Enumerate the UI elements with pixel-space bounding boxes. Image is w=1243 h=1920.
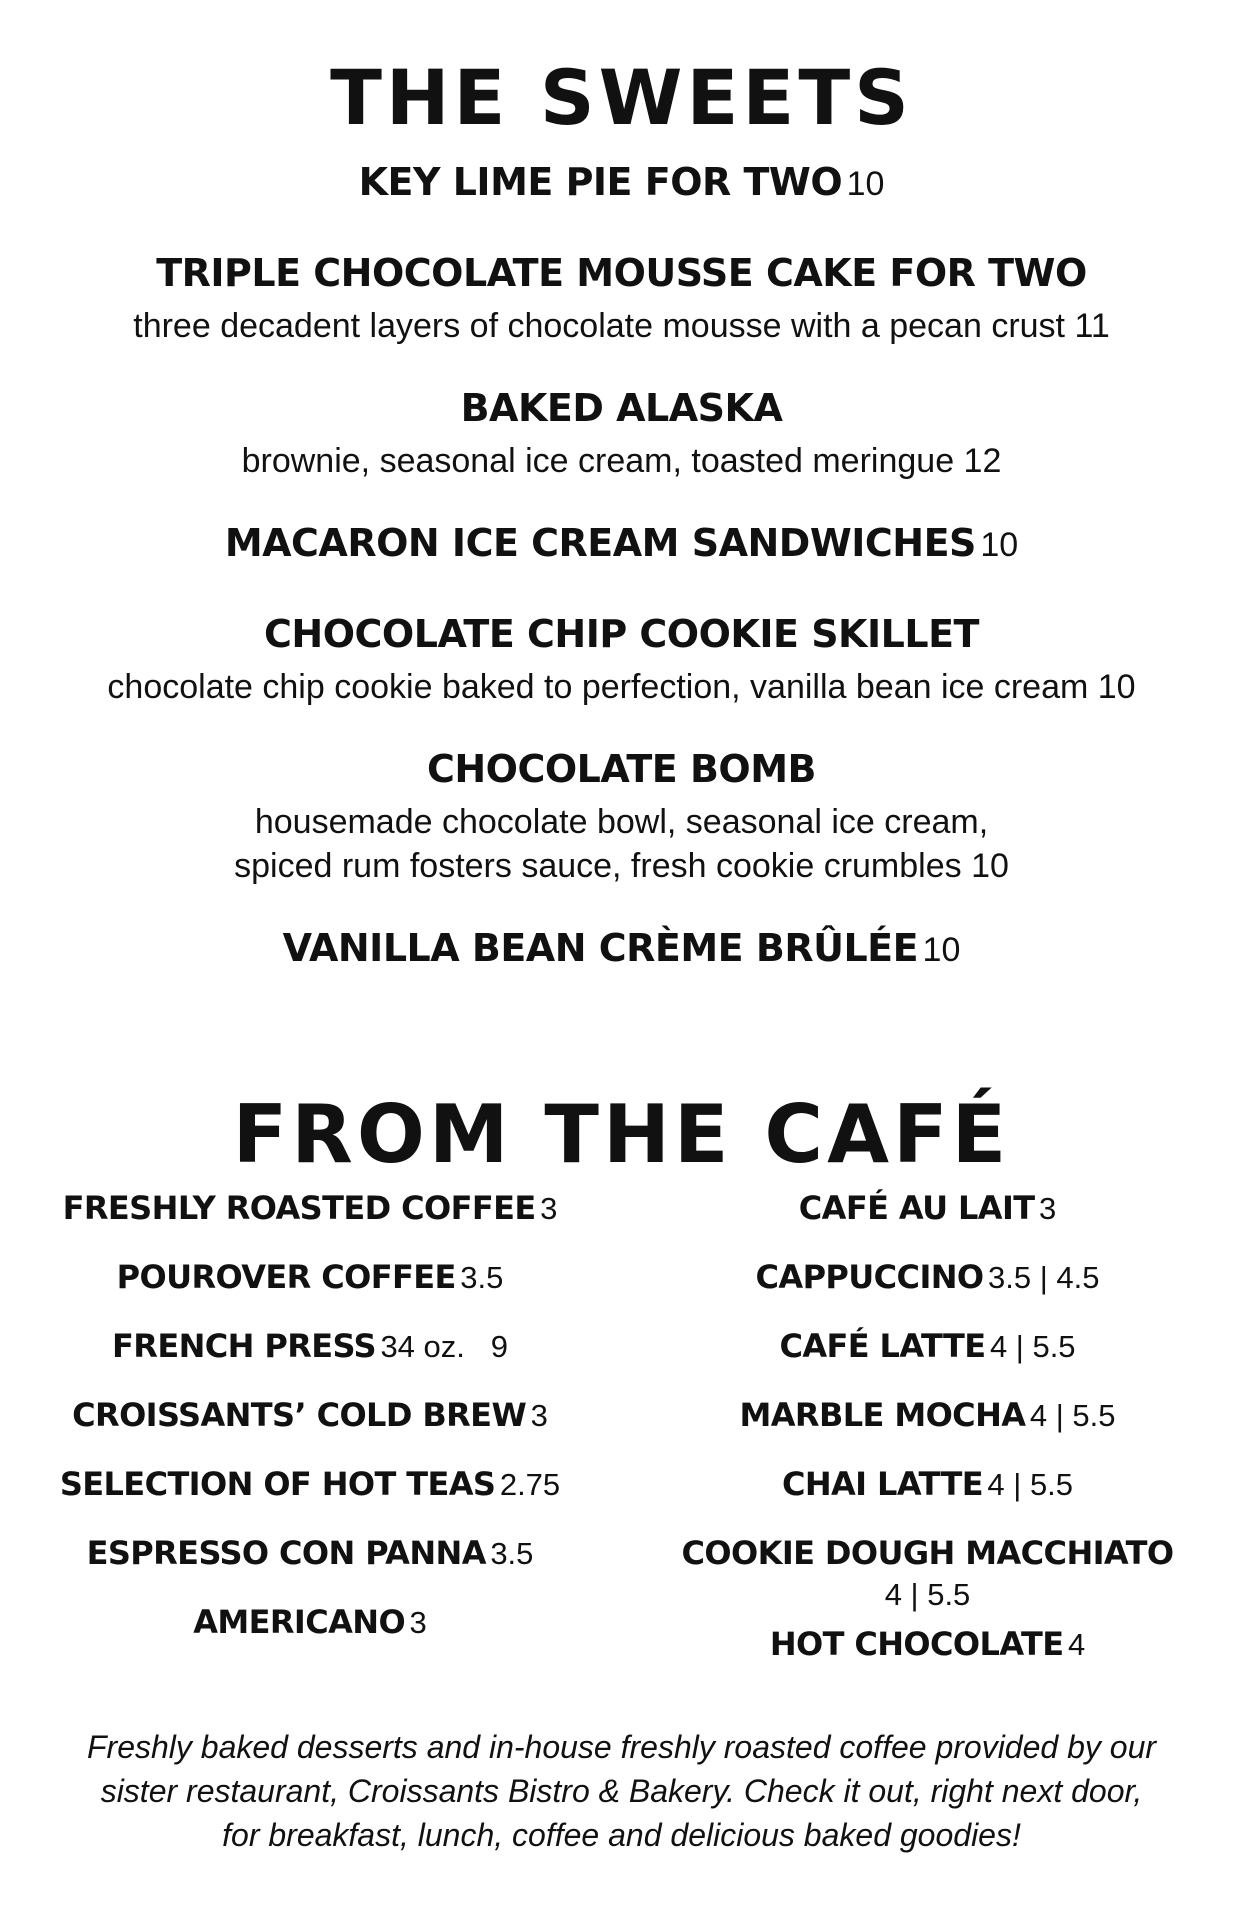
footer-line: sister restaurant, Croissants Bistro & Bakery. Check it out, right next door, xyxy=(100,1773,1143,1809)
dessert-item xyxy=(0,926,1243,979)
dessert-name-line xyxy=(0,160,1243,213)
footer-line: for breakfast, lunch, coffee and delicious baked goodies! xyxy=(222,1817,1021,1853)
cafe-item xyxy=(10,1533,610,1580)
cafe-item-name: CAFÉ AU LAIT xyxy=(798,1189,1035,1227)
cafe-item-name: HOT CHOCOLATE xyxy=(769,1625,1064,1663)
cafe-item-name: POUROVER COFFEE xyxy=(116,1258,456,1296)
dessert-name-line xyxy=(0,612,1243,665)
dessert-price: 10 xyxy=(922,931,961,969)
footer-note xyxy=(0,1725,1243,1857)
cafe-item xyxy=(625,1624,1230,1671)
dessert-description: three decadent layers of chocolate mousse with a pecan crust 11 xyxy=(133,307,1110,345)
dessert-item xyxy=(0,386,1243,483)
cafe-item xyxy=(625,1533,1230,1610)
dessert-name-line xyxy=(0,251,1243,304)
dessert-name: TRIPLE CHOCOLATE MOUSSE CAKE FOR TWO xyxy=(156,251,1087,295)
cafe-item-name: SELECTION OF HOT TEAS xyxy=(59,1465,496,1503)
cafe-item-name: CAFÉ LATTE xyxy=(779,1327,986,1365)
cafe-item xyxy=(625,1257,1230,1304)
dessert-name-line xyxy=(0,386,1243,439)
cafe-item xyxy=(10,1257,610,1304)
cafe-item-price: 3.5 | 4.5 xyxy=(988,1260,1100,1295)
dessert-name: CHOCOLATE BOMB xyxy=(426,747,816,791)
cafe-item-price: 3.5 xyxy=(460,1260,504,1295)
dessert-name: VANILLA BEAN CRÈME BRÛLÉE xyxy=(282,926,919,970)
cafe-item xyxy=(10,1326,610,1373)
footer-line: Freshly baked desserts and in-house freshly roasted coffee provided by our xyxy=(86,1729,1157,1765)
dessert-item xyxy=(0,160,1243,213)
cafe-item-name: AMERICANO xyxy=(193,1603,406,1641)
dessert-item xyxy=(0,251,1243,348)
dessert-name-line xyxy=(0,926,1243,979)
cafe-item-name: CAPPUCCINO xyxy=(755,1258,984,1296)
cafe-item-price: 3 xyxy=(530,1398,548,1433)
dessert-item xyxy=(0,521,1243,574)
cafe-section-title: FROM THE CAFÉ xyxy=(232,1088,1011,1181)
dessert-name: CHOCOLATE CHIP COOKIE SKILLET xyxy=(264,612,979,656)
cafe-item-price: 4 | 5.5 xyxy=(884,1577,971,1612)
cafe-item-name: COOKIE DOUGH MACCHIATO xyxy=(681,1534,1174,1572)
cafe-right-column xyxy=(625,1188,1230,1693)
cafe-item xyxy=(625,1464,1230,1511)
dessert-name: KEY LIME PIE FOR TWO xyxy=(358,160,843,204)
cafe-item-name: FRENCH PRESS xyxy=(112,1327,376,1365)
dessert-name: BAKED ALASKA xyxy=(460,386,783,430)
cafe-item-price: 4 | 5.5 xyxy=(1029,1398,1116,1433)
cafe-item-name: FRESHLY ROASTED COFFEE xyxy=(62,1189,536,1227)
dessert-item xyxy=(0,612,1243,709)
dessert-description: spiced rum fosters sauce, fresh cookie crumbles 10 xyxy=(234,847,1009,885)
cafe-item-price: 4 | 5.5 xyxy=(989,1329,1076,1364)
dessert-price: 10 xyxy=(846,165,885,203)
cafe-item xyxy=(625,1395,1230,1442)
cafe-item-price: 3 xyxy=(1038,1191,1057,1226)
cafe-item xyxy=(10,1602,610,1649)
cafe-item-name: CHAI LATTE xyxy=(781,1465,983,1503)
dessert-item xyxy=(0,747,1243,888)
cafe-item-price: 3 xyxy=(540,1191,558,1226)
cafe-item-price: 3 xyxy=(409,1605,427,1640)
cafe-item xyxy=(625,1326,1230,1373)
cafe-item-price: 34 oz. 9 xyxy=(380,1329,508,1364)
cafe-item xyxy=(10,1464,610,1511)
cafe-item-name: CROISSANTS’ COLD BREW xyxy=(72,1396,527,1434)
cafe-item-name: MARBLE MOCHA xyxy=(739,1396,1026,1434)
cafe-item-name: ESPRESSO CON PANNA xyxy=(86,1534,486,1572)
cafe-item-price: 2.75 xyxy=(499,1467,561,1502)
dessert-name: MACARON ICE CREAM SANDWICHES xyxy=(224,521,976,565)
sweets-list xyxy=(0,160,1243,1017)
dessert-description: brownie, seasonal ice cream, toasted meringue 12 xyxy=(241,442,1002,480)
cafe-item xyxy=(625,1188,1230,1235)
cafe-item-price: 4 xyxy=(1067,1627,1086,1662)
cafe-item-price: 4 | 5.5 xyxy=(987,1467,1074,1502)
dessert-name-line xyxy=(0,747,1243,800)
dessert-name-line xyxy=(0,521,1243,574)
cafe-item-price: 3.5 xyxy=(490,1536,534,1571)
dessert-price: 10 xyxy=(980,526,1019,564)
cafe-item xyxy=(10,1395,610,1442)
dessert-description: housemade chocolate bowl, seasonal ice cream, xyxy=(254,803,989,841)
sweets-section-title: THE SWEETS xyxy=(330,53,913,142)
dessert-description: chocolate chip cookie baked to perfection, vanilla bean ice cream 10 xyxy=(107,668,1136,706)
cafe-left-column xyxy=(10,1188,610,1671)
cafe-item xyxy=(10,1188,610,1235)
